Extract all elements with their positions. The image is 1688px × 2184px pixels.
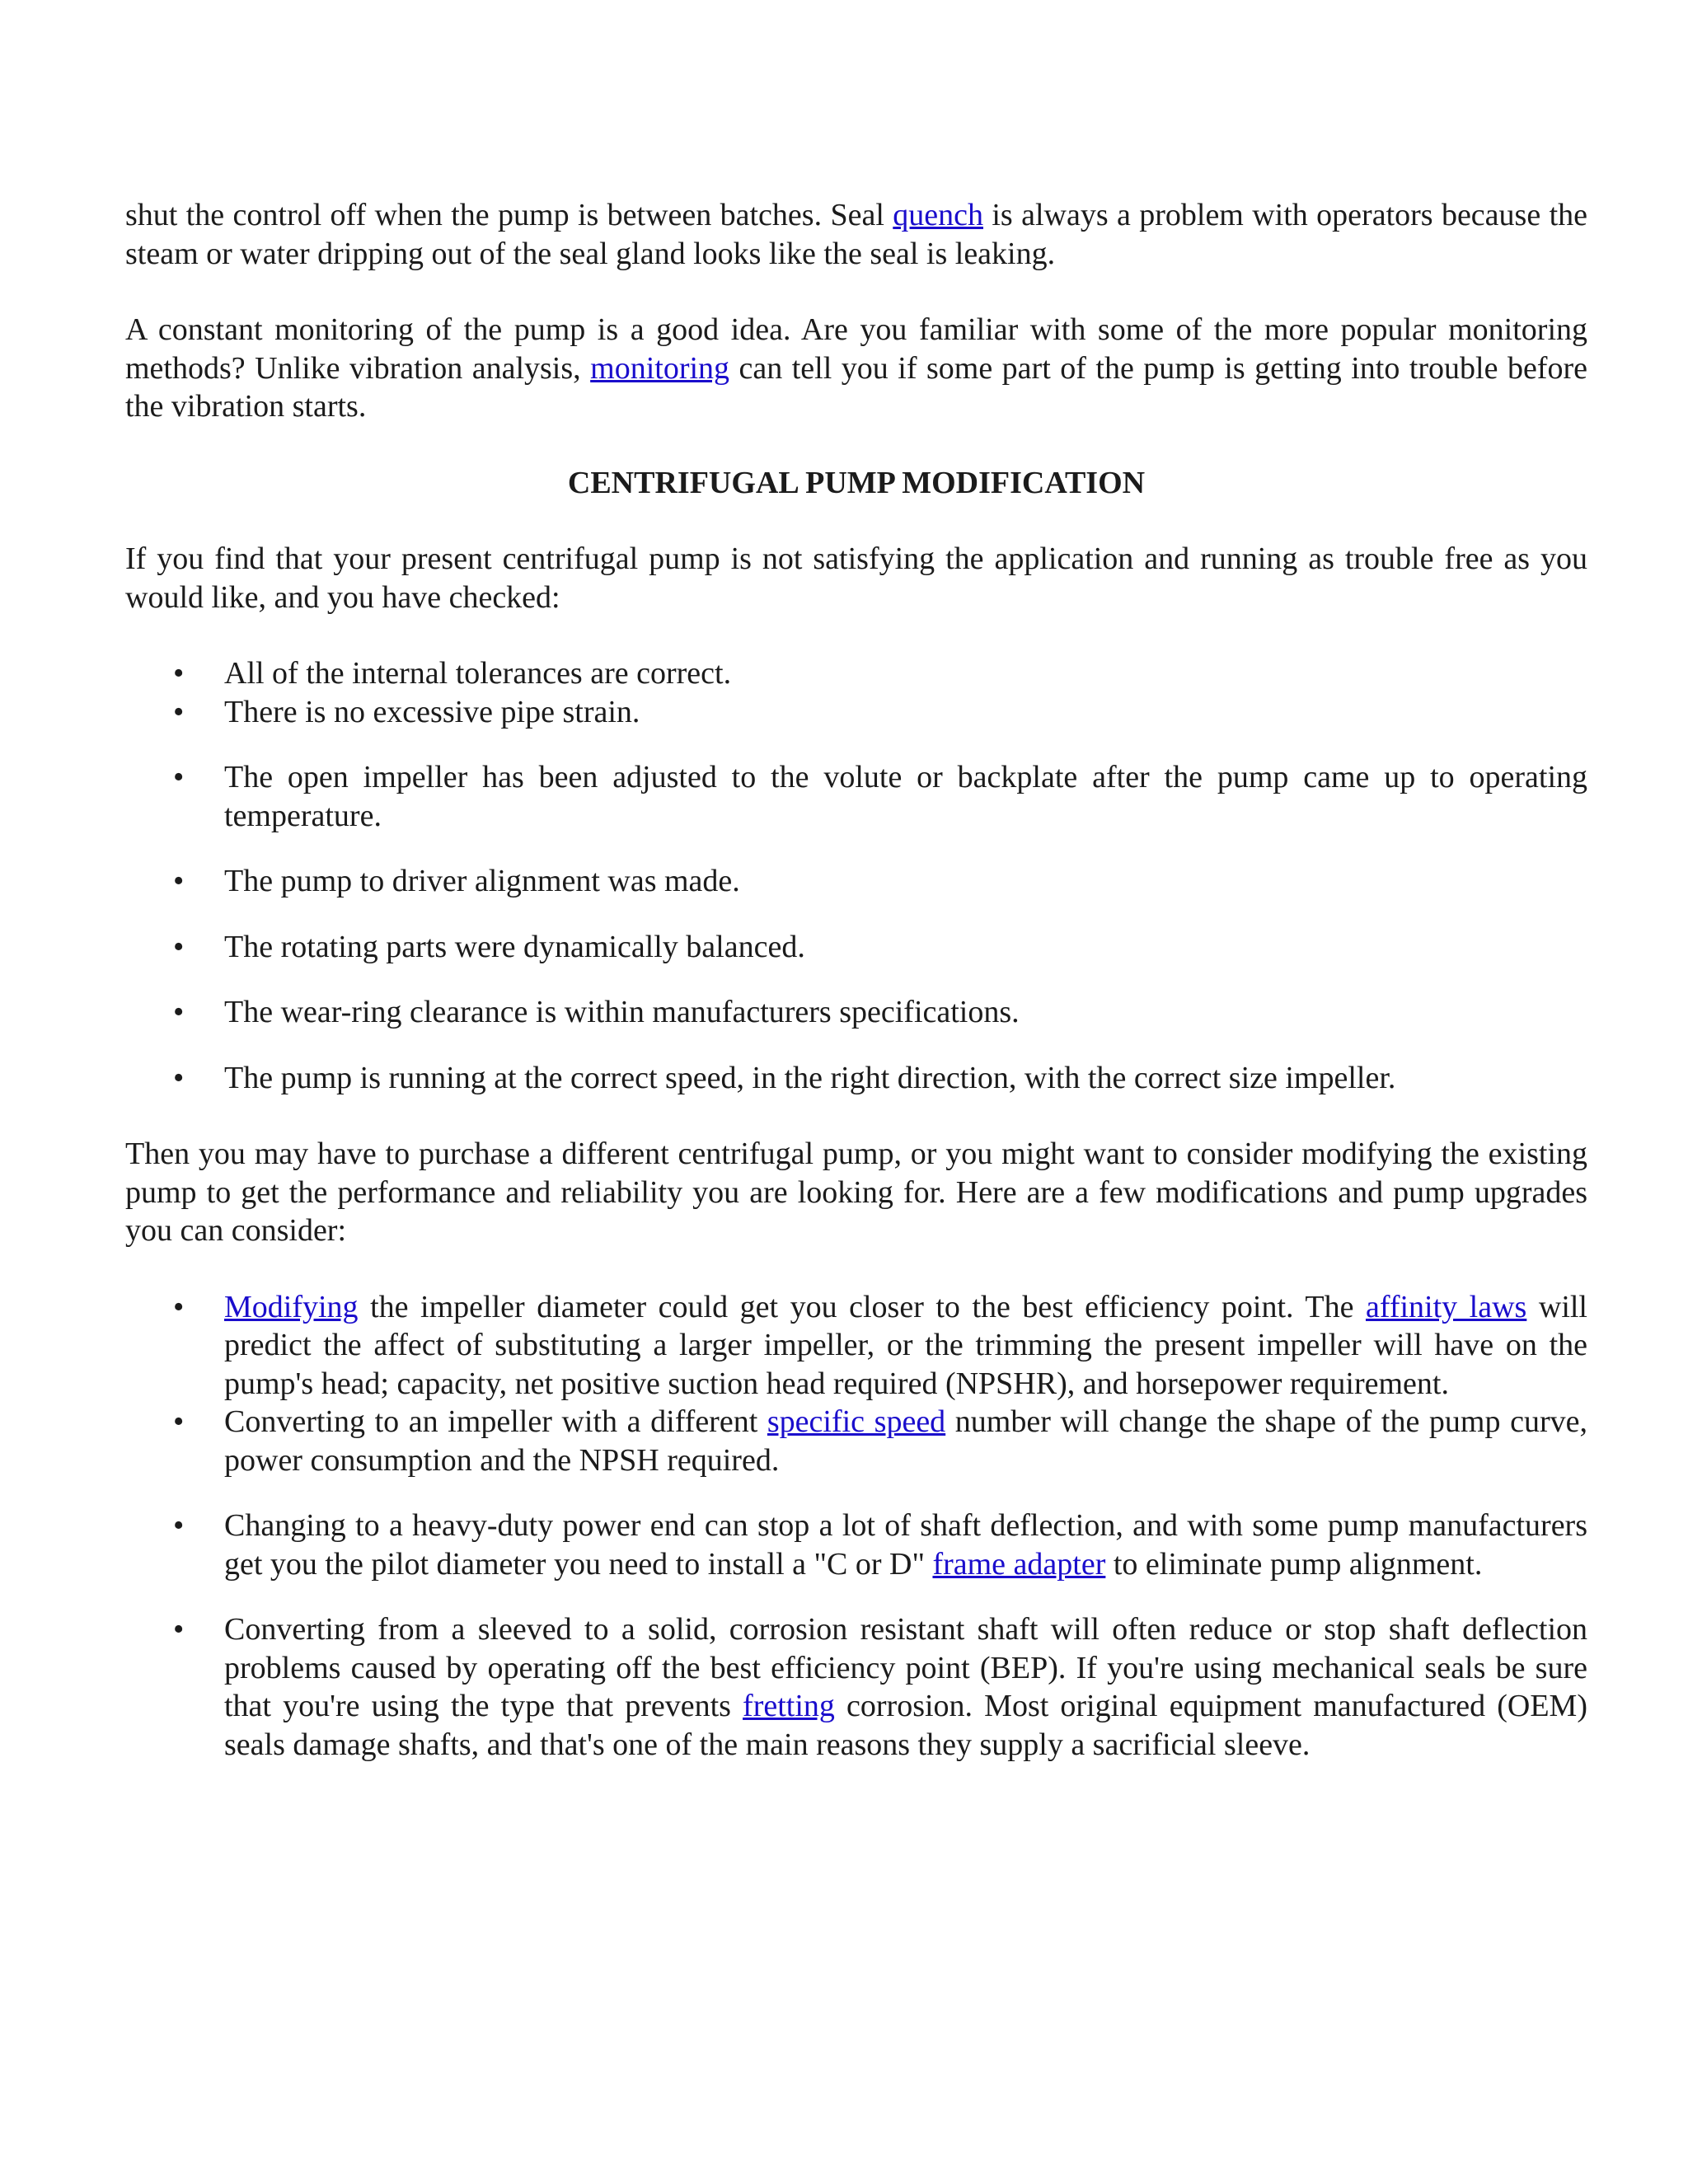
bullet-icon: •: [173, 995, 185, 1029]
modifications-list: [125, 1288, 1587, 1765]
list-item: • The pump to driver alignment was made.: [125, 862, 1587, 901]
list-item: • The wear-ring clearance is within manufacturers specifications.: [125, 993, 1587, 1032]
link-modifying[interactable]: Modifying: [224, 1289, 359, 1324]
link-quench[interactable]: quench: [893, 198, 983, 232]
link-fretting[interactable]: fretting: [743, 1689, 835, 1723]
paragraph-seal-quench: shut the control off when the pump is between batches. Seal quench is always a problem with operators because the steam or water dripping out of the seal gland looks like the seal is leaking.: [125, 198, 1587, 271]
list-item: • There is no excessive pipe strain.: [125, 693, 1587, 732]
bullet-icon: •: [173, 1404, 185, 1439]
checklist: [125, 654, 1587, 1097]
section-heading: CENTRIFUGAL PUMP MODIFICATION: [567, 465, 1146, 500]
bullet-icon: •: [173, 694, 185, 729]
bullet-icon: •: [173, 1508, 185, 1543]
list-item-solid-shaft: • Converting from a sleeved to a solid, corrosion resistant shaft will often reduce or stop shaft deflection problems caused by operating off the best efficiency point (BEP). If you're using mechanical seals be sure that you're using the type that prevents fretting corrosion. Most original equipment manufactured (OEM) seals damage shafts, and that's one of the main reasons they supply a sacrificial sleeve.: [173, 1612, 1587, 1762]
link-monitoring[interactable]: monitoring: [590, 350, 730, 386]
bullet-icon: •: [173, 1289, 185, 1324]
bullet-icon: •: [173, 864, 185, 898]
paragraph-intro-checklist: If you find that your present centrifugal pump is not satisfying the application and running as trouble free as you would like, and you have checked:: [125, 541, 1587, 615]
bullet-icon: •: [173, 1060, 185, 1095]
bullet-icon: •: [173, 760, 185, 794]
list-item: • All of the internal tolerances are correct.: [125, 654, 1587, 693]
paragraph-monitoring: A constant monitoring of the pump is a good idea. Are you familiar with some of the more popular monitoring methods? Unlike vibration analysis, monitoring can tell you if some part of the pump is getting into trouble before the vibration starts.: [125, 312, 1587, 424]
list-item: • The open impeller has been adjusted to the volute or backplate after the pump came up to operating temperature.: [173, 760, 1587, 833]
bullet-icon: •: [173, 656, 185, 691]
list-item-specific-speed: • Converting to an impeller with a different specific speed number will change the shape of the pump curve, power consumption and the NPSH required.: [173, 1404, 1587, 1478]
link-frame-adapter[interactable]: frame adapter: [932, 1546, 1106, 1582]
list-item: • The rotating parts were dynamically balanced.: [125, 928, 1587, 967]
list-item: • The pump is running at the correct speed, in the right direction, with the correct size impeller.: [125, 1059, 1587, 1098]
list-item-power-end: • Changing to a heavy-duty power end can stop a lot of shaft deflection, and with some pump manufacturers get you the pilot diameter you need to install a "C or D" frame adapter to eliminate pump alignment.: [173, 1508, 1587, 1582]
bullet-icon: •: [173, 1612, 185, 1647]
link-specific-speed[interactable]: specific speed: [767, 1404, 946, 1439]
bullet-icon: •: [173, 929, 185, 964]
document-page: [125, 196, 1587, 1764]
link-affinity-laws[interactable]: affinity laws: [1365, 1289, 1527, 1324]
list-item-modifying-impeller: • Modifying the impeller diameter could get you closer to the best efficiency point. The affinity laws will predict the affect of substituting a larger impeller, or the trimming the present impeller will have on the pump's head; capacity, net positive suction head required (NPSHR), and horsepower requirement.: [173, 1289, 1587, 1401]
paragraph-modifications-intro: Then you may have to purchase a different centrifugal pump, or you might want to consider modifying the existing pump to get the performance and reliability you are looking for. Here are a few modifications and pump upgrades you can consider:: [125, 1137, 1587, 1248]
